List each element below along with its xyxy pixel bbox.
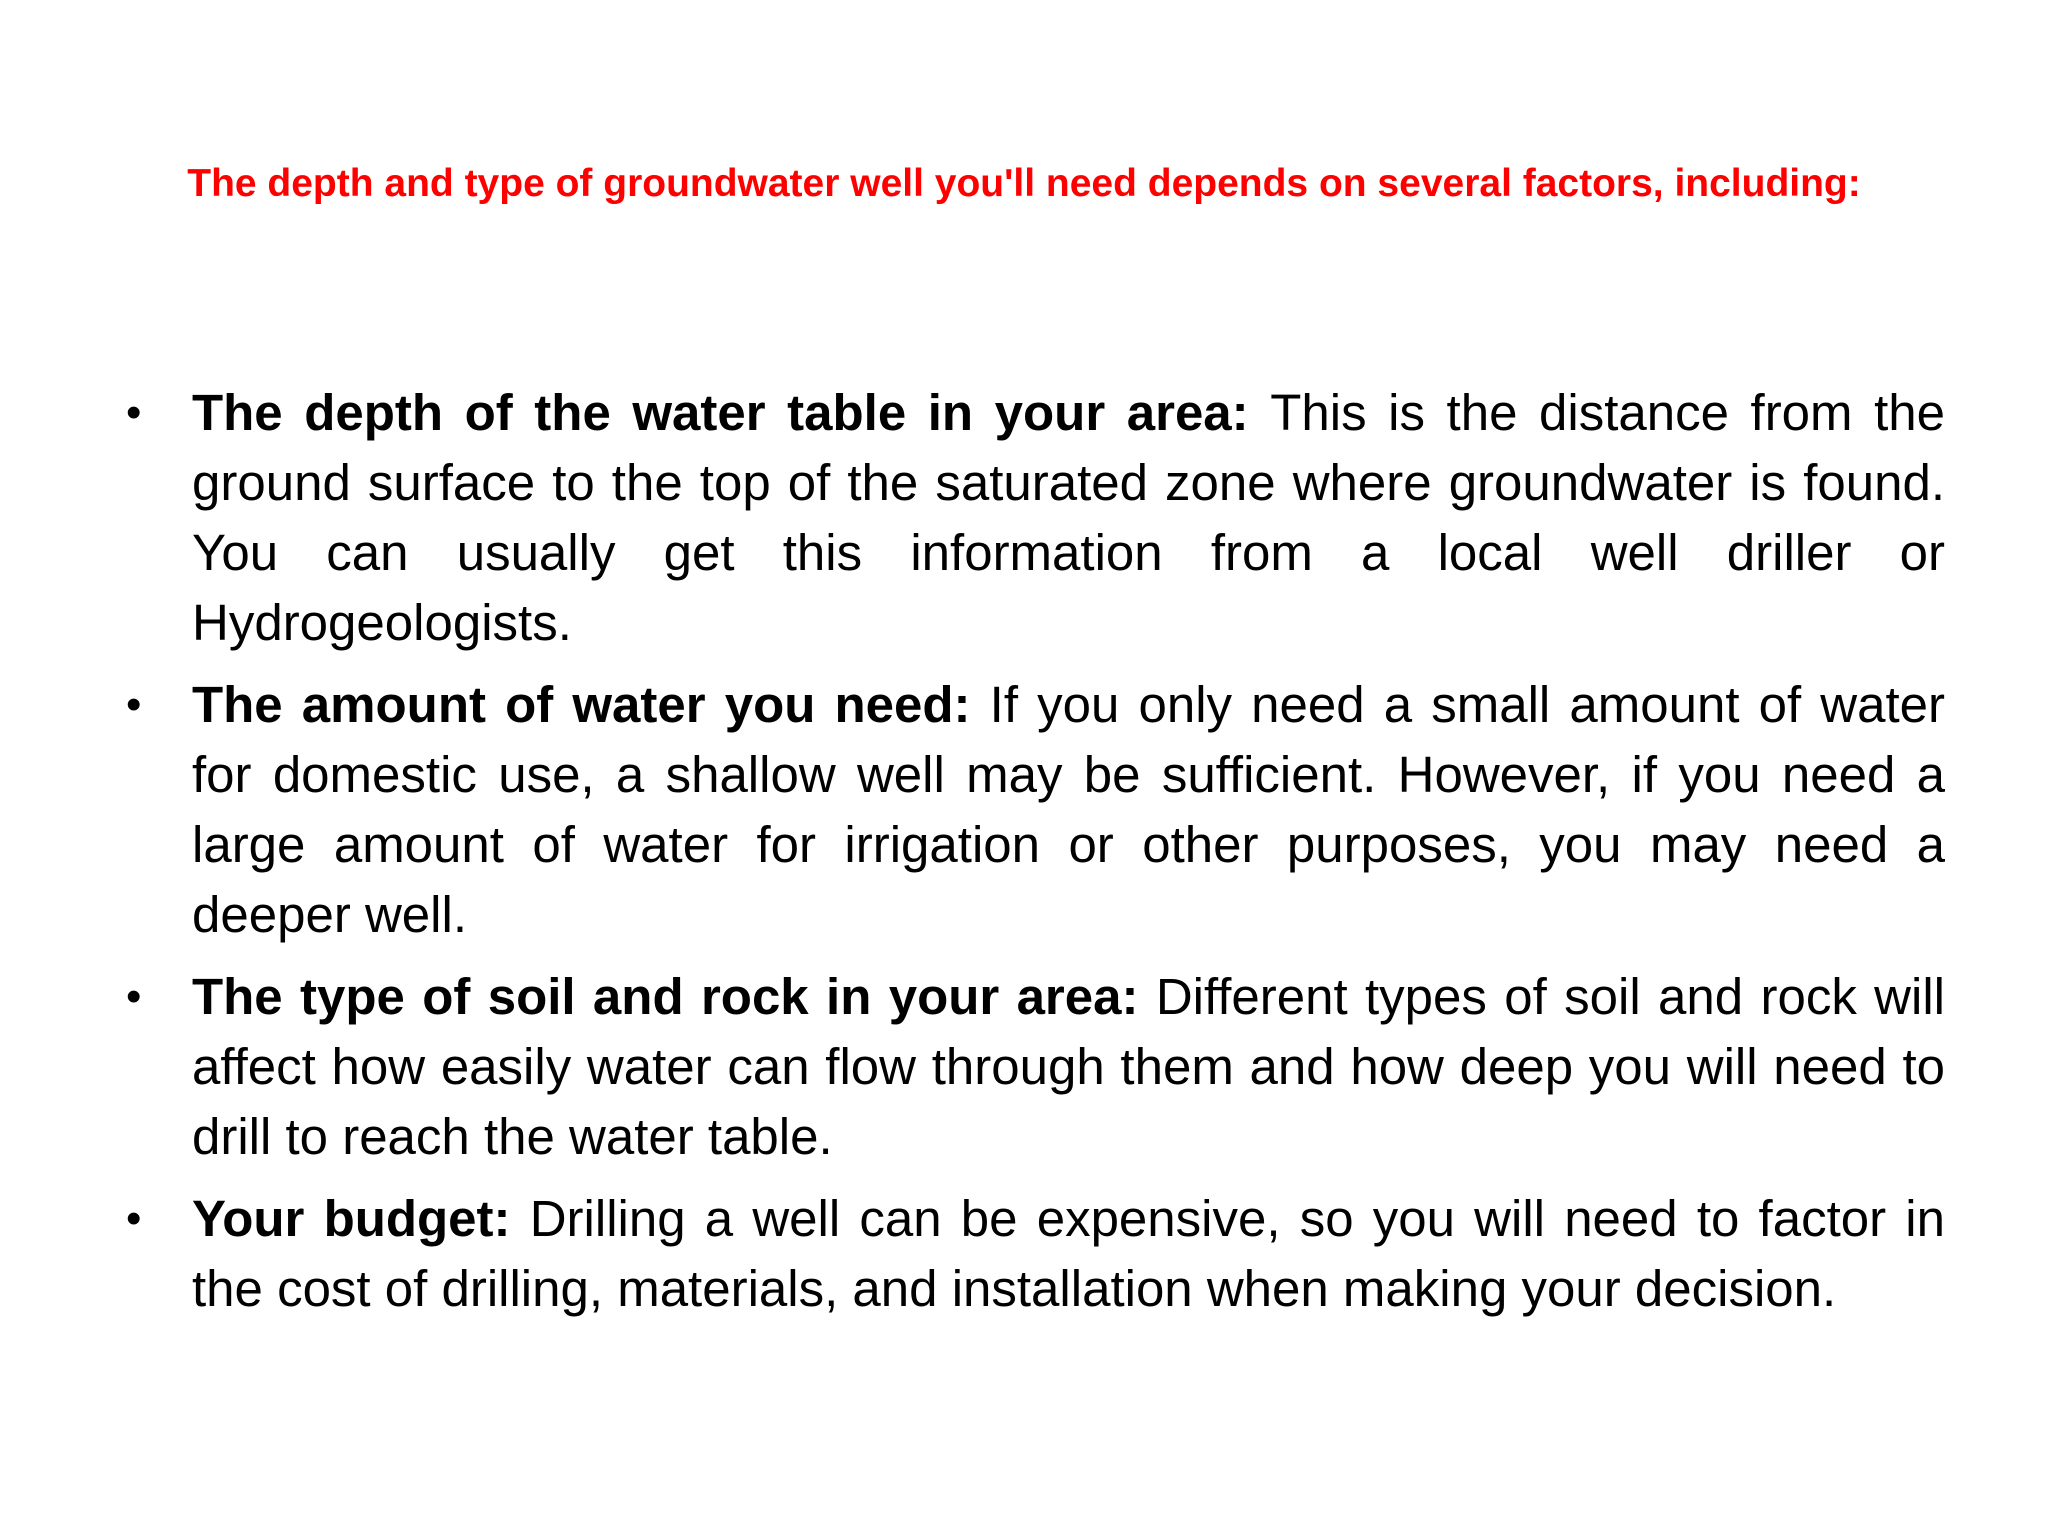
bullet-term: The type of soil and rock in your area: (192, 968, 1156, 1025)
bullet-dot-icon: • (126, 680, 142, 729)
bullet-item-budget (120, 1184, 1945, 1324)
bullet-text: This is the distance from the ground surface to the top of the saturated zone where groundwater is found. You can usually get this information from a local well driller or Hydrogeologists. (192, 384, 1945, 651)
bullet-list (120, 378, 1945, 1336)
bullet-text: Drilling a well can be expensive, so you will need to factor in the cost of drilling, materials, and installation when making your decision. (192, 1190, 1945, 1317)
bullet-item-water-table-depth (120, 378, 1945, 658)
bullet-term: Your budget: (192, 1190, 530, 1247)
bullet-term: The amount of water you need: (192, 676, 990, 733)
bullet-text: If you only need a small amount of water for domestic use, a shallow well may be sufficient. However, if you need a large amount of water for irrigation or other purposes, you may need a deeper well. (192, 676, 1945, 943)
bullet-dot-icon: • (126, 1194, 142, 1243)
bullet-item-soil-rock-type (120, 962, 1945, 1172)
bullet-term: The depth of the water table in your area: (192, 384, 1271, 441)
bullet-item-water-amount (120, 670, 1945, 950)
bullet-dot-icon: • (126, 388, 142, 437)
slide-title: The depth and type of groundwater well you'll need depends on several factors, including: (187, 162, 1861, 205)
bullet-dot-icon: • (126, 972, 142, 1021)
bullet-text: Different types of soil and rock will affect how easily water can flow through them and how deep you will need to drill to reach the water table. (192, 968, 1945, 1165)
